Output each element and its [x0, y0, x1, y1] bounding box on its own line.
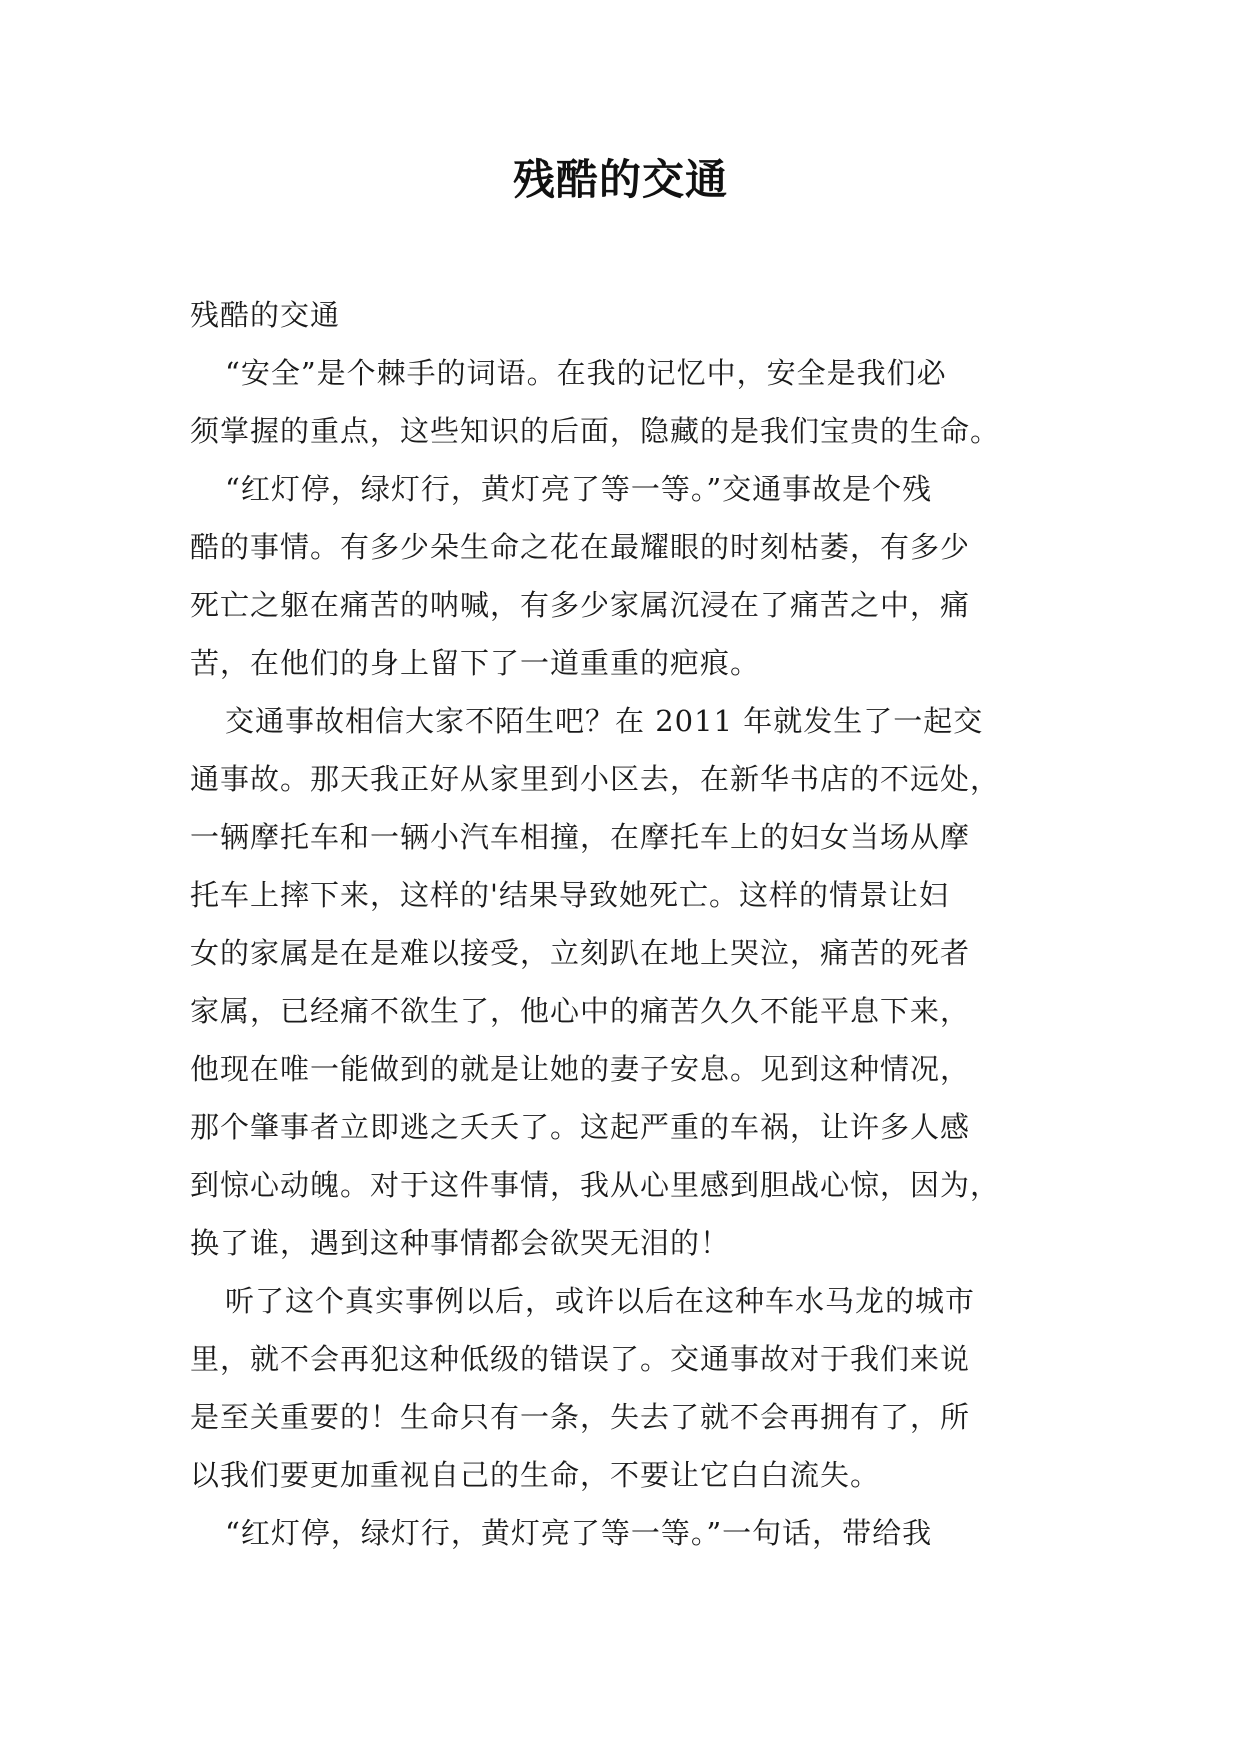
text-line: 那个肇事者立即逃之夭夭了。这起严重的车祸，让许多人感: [190, 1110, 971, 1144]
text-line: 须掌握的重点，这些知识的后面，隐藏的是我们宝贵的生命。: [190, 414, 1001, 448]
text-line: 苦，在他们的身上留下了一道重重的疤痕。: [190, 646, 761, 680]
text-line: 到惊心动魄。对于这件事情，我从心里感到胆战心惊，因为，: [190, 1168, 1001, 1202]
paragraph-start-line: “红灯停，绿灯行，黄灯亮了等一等。”交通事故是个残: [225, 472, 933, 506]
text-line: 换了谁，遇到这种事情都会欲哭无泪的！: [190, 1226, 731, 1260]
text-line: 托车上摔下来，这样的'结果导致她死亡。这样的情景让妇: [190, 878, 949, 912]
text-line: 残酷的交通: [190, 298, 341, 332]
text-line: 一辆摩托车和一辆小汽车相撞，在摩托车上的妇女当场从摩: [190, 820, 971, 854]
paragraph-start-line: 听了这个真实事例以后，或许以后在这种车水马龙的城市: [225, 1284, 976, 1318]
text-line: 女的家属是在是难以接受，立刻趴在地上哭泣，痛苦的死者: [190, 936, 971, 970]
text-line: 酷的事情。有多少朵生命之花在最耀眼的时刻枯萎，有多少: [190, 530, 971, 564]
paragraph-start-line: 交通事故相信大家不陌生吧？在 2011 年就发生了一起交: [225, 704, 984, 738]
text-line: 他现在唯一能做到的就是让她的妻子安息。见到这种情况，: [190, 1052, 971, 1086]
paragraph-start-line: “红灯停，绿灯行，黄灯亮了等一等。”一句话，带给我: [225, 1516, 933, 1550]
text-line: 通事故。那天我正好从家里到小区去，在新华书店的不远处，: [190, 762, 1001, 796]
text-line: 家属，已经痛不欲生了，他心中的痛苦久久不能平息下来，: [190, 994, 971, 1028]
paragraph-start-line: “安全”是个棘手的词语。在我的记忆中，安全是我们必: [225, 356, 947, 390]
document-title: 残酷的交通: [512, 155, 728, 204]
text-line: 以我们要更加重视自己的生命，不要让它白白流失。: [190, 1458, 881, 1492]
text-line: 死亡之躯在痛苦的呐喊，有多少家属沉浸在了痛苦之中，痛: [190, 588, 971, 622]
text-line: 里，就不会再犯这种低级的错误了。交通事故对于我们来说: [190, 1342, 971, 1376]
text-line: 是至关重要的！生命只有一条，失去了就不会再拥有了，所: [190, 1400, 971, 1434]
document-body: [190, 286, 1060, 1562]
